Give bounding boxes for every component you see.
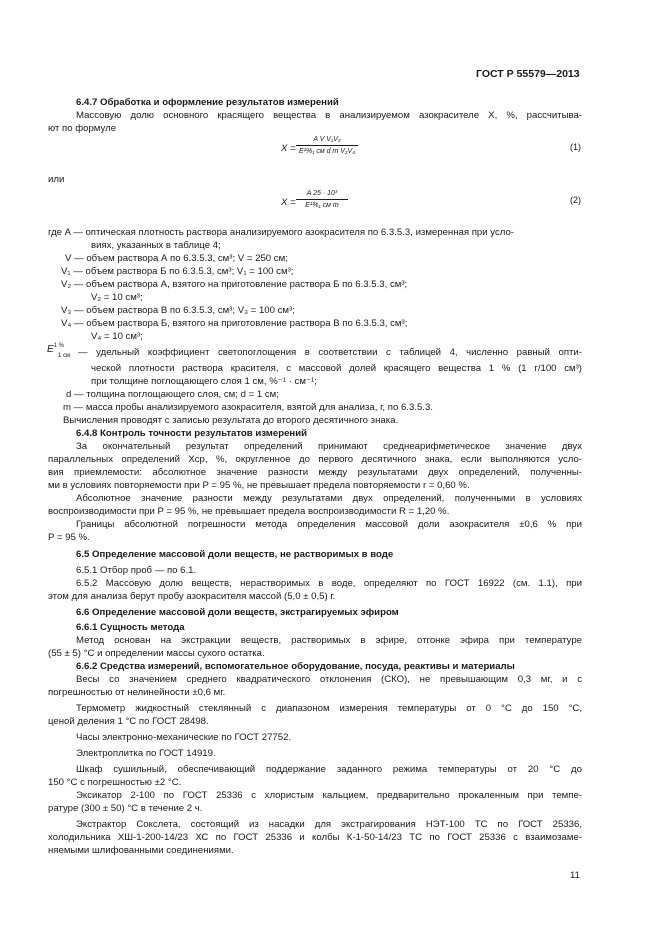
formula-1-denominator: E¹%₁ см d m V₂V₄ xyxy=(298,148,356,155)
text-line: ми в условиях повторяемости при P = 95 %, не превышает предела повторяемости r = 0,60 %. xyxy=(48,480,470,491)
section-heading-6-6-1: 6.6.1 Сущность метода xyxy=(76,622,185,633)
text-line: параллельных определений Xср, %, округленное до первого десятичного знака, если выполняются усло- xyxy=(48,454,582,465)
text-line: 150 °С с погрешностью ±2 °С. xyxy=(48,777,182,788)
text-line: Метод основан на экстракции веществ, растворимых в эфире, отгонке эфира при температуре xyxy=(76,635,582,646)
section-heading-6-5: 6.5 Определение массовой доли веществ, не растворимых в воде xyxy=(76,549,394,560)
text-line: Весы со значением среднего квадратического отклонения (СКО), не превышающим 0,3 мг, и с xyxy=(76,674,582,685)
text-line: 6.5.1 Отбор проб — по 6.1. xyxy=(76,565,197,576)
text-line: За окончательный результат определений принимают среднеарифметическое значение двух xyxy=(76,441,582,452)
formula-1-fraction xyxy=(296,135,358,157)
text-line: P = 95 %. xyxy=(48,532,90,543)
formula-1-lhs: X = xyxy=(281,143,296,154)
text-line: Границы абсолютной погрешности метода определения массовой доли азокрасителя ±0,6 % при xyxy=(76,519,582,530)
text-line: Термометр жидкостный стеклянный с диапазоном измерения температуры от 0 °С до 150 °С, xyxy=(76,703,582,714)
text-line: Вычисления проводят с записью результата до второго десятичного знака. xyxy=(63,415,399,426)
text-line: воспроизводимости при P = 95 %, не превышает предела воспроизводимости R = 1,20 %. xyxy=(48,506,450,517)
text-line: 6.5.2 Массовую долю веществ, нерастворимых в воде, определяют по ГОСТ 16922 (см. 1.1), при xyxy=(76,578,582,589)
text-line: Электроплитка по ГОСТ 14919. xyxy=(76,748,216,759)
text-line: ценой деления 1 °С по ГОСТ 28498. xyxy=(48,716,209,727)
text-line: холодильника ХШ-1-200-14/23 ХС по ГОСТ 25336 и колбы К-1-50-14/23 ТС по ГОСТ 25336 с взаимозаме- xyxy=(48,832,582,843)
formula-2-number: (2) xyxy=(570,195,581,205)
text-line: вия приемлемости: абсолютное значение разности между результатами двух определений, полученны- xyxy=(48,467,582,478)
text-line: Массовую долю основного красящего вещества в анализируемом азокрасителе X, %, рассчитыва- xyxy=(76,110,582,121)
text-line: ют по формуле xyxy=(48,123,117,134)
def-V4-value: V₄ = 10 см³; xyxy=(91,331,143,342)
formula-1-numerator: A V V₁V₃ xyxy=(296,135,358,146)
def-A: где A — оптическая плотность раствора анализируемого азокрасителя по 6.3.5.3, измеренная при усло- xyxy=(48,227,515,238)
text-line: погрешностью от нелинейности ±0,6 мг. xyxy=(48,687,226,698)
text-line: Абсолютное значение разности между результатами двух определений, полученными в условиях xyxy=(76,493,582,504)
section-heading-6-4-8: 6.4.8 Контроль точности результатов измерений xyxy=(76,428,307,439)
formula-1-number: (1) xyxy=(570,142,581,152)
section-heading-6-4-7: 6.4.7 Обработка и оформление результатов измерений xyxy=(76,97,339,108)
def-m: m — масса пробы анализируемого азокрасителя, взятой для анализа, г, по 6.3.5.3. xyxy=(63,402,433,413)
text-line: Экстрактор Сокслета, состоящий из насадки для экстрагирования НЭТ-100 ТС по ГОСТ 25336, xyxy=(76,819,582,830)
standard-header: ГОСТ Р 55579—2013 xyxy=(476,68,580,80)
def-d: d — толщина поглощающего слоя, см; d = 1 см; xyxy=(66,389,279,400)
text-line: этом для анализа берут пробу азокрасителя массой (5,0 ± 0,5) г. xyxy=(48,591,336,602)
def-E-cont: ческой плотности раствора красителя, с массовой долей красящего вещества 1 % (1 г/100 см³) xyxy=(91,363,582,374)
def-V2-value: V₂ = 10 см³; xyxy=(91,292,143,303)
symbol-E: $E^{1 \%}$ xyxy=(47,343,65,355)
def-V2: V₂ — объем раствора А, взятого на приготовление раствора Б по 6.3.5.3, см³; xyxy=(61,279,408,290)
def-V4: V₄ — объем раствора Б, взятого на приготовление раствора В по 6.3.5.3, см³; xyxy=(61,318,408,329)
def-E-cont: при толщине поглощающего слоя 1 см, %⁻¹ · см⁻¹; xyxy=(91,376,317,387)
section-heading-6-6: 6.6 Определение массовой доли веществ, экстрагируемых эфиром xyxy=(76,607,399,618)
formula-2-numerator: A 25 · 10³ xyxy=(296,189,348,200)
text-line: (55 ± 5) °С и определении массы сухого остатка. xyxy=(48,648,265,659)
section-heading-6-6-2: 6.6.2 Средства измерений, вспомогательное оборудование, посуда, реактивы и материалы xyxy=(76,661,515,672)
text-line: Шкаф сушильный, обеспечивающий поддержание заданного режима температуры от 20 °С до xyxy=(76,764,582,775)
formula-2-denominator: E¹%₁ см m xyxy=(305,202,339,209)
def-V: V — объем раствора А по 6.3.5.3, см³; V = 250 см; xyxy=(65,253,288,264)
text-line: Часы электронно-механические по ГОСТ 27752. xyxy=(76,732,292,743)
text-line: Эксикатор 2-100 по ГОСТ 25336 с хлористым кальцием, предварительно прокаленным при темпе- xyxy=(76,790,582,801)
def-V3: V₃ — объем раствора В по 6.3.5.3, см³; V₃ = 100 см³; xyxy=(61,305,295,316)
def-A-cont: виях, указанных в таблице 4; xyxy=(91,240,221,251)
text-line: ратуре (300 ± 50) °С в течение 2 ч. xyxy=(48,803,203,814)
def-E: — удельный коэффициент светопоглощения в соответствии с таблицей 4, численно равный опти- xyxy=(78,347,582,358)
def-V1: V₁ — объем раствора Б по 6.3.5.3, см³; V₁ = 100 см³; xyxy=(61,266,294,277)
page-number: 11 xyxy=(570,870,580,881)
formula-2-lhs: X = xyxy=(281,197,296,208)
symbol-E-subscript: 1 см xyxy=(58,353,71,359)
text-line: или xyxy=(48,174,65,185)
formula-2-fraction xyxy=(296,189,348,211)
text-line: няемыми шлифованными соединениями. xyxy=(48,845,234,856)
